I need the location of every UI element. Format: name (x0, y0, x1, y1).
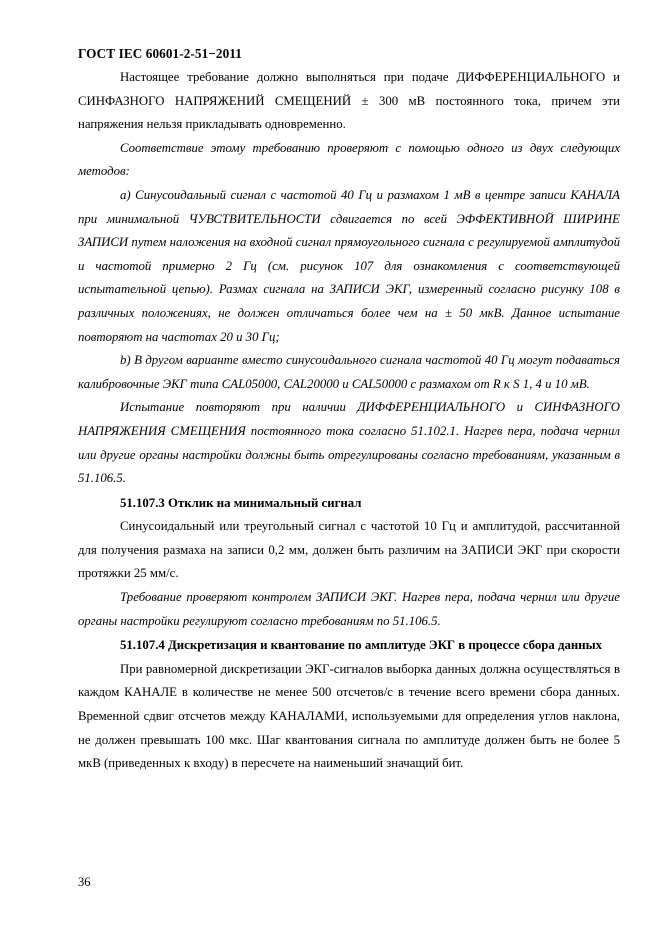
section-heading-51-107-3: 51.107.3 Отклик на минимальный сигнал (120, 495, 362, 510)
document-body (78, 66, 620, 776)
paragraph-sampling: При равномерной дискретизации ЭКГ-сигналов выборка данных должна осуществляться в каждом КАНАЛЕ в количестве не менее 500 отсчетов/с в течение всего времени сбора данных. Временной сдвиг отсчетов между КАНАЛАМИ, используемыми для определения углов наклона, не должен превышать 100 мкс. Шаг квантования сигнала по амплитуде должен быть не более 5 мкВ (приведенных к входу) в пересчете на наименьший значащий бит. (78, 661, 620, 771)
paragraph-minimal-signal-check: Требование проверяют контролем ЗАПИСИ ЭКГ. Нагрев пера, подача чернил или другие органы настройки регулируют согласно требованиям по 51.106.5. (78, 590, 620, 628)
paragraph-compliance-methods: Соответствие этому требованию проверяют с помощью одного из двух следующих методов: (78, 140, 620, 179)
section-heading-51-107-4: 51.107.4 Дискретизация и квантование по амплитуде ЭКГ в процессе сбора данных (120, 638, 603, 653)
page-number: 36 (78, 875, 91, 889)
paragraph-minimal-signal: Синусоидальный или треугольный сигнал с частотой 10 Гц и амплитудой, рассчитанной для получения размаха на записи 0,2 мм, должен быть различим на ЗАПИСИ ЭКГ при скорости протяжки 25 мм/с. (78, 519, 620, 581)
paragraph-method-a: a) Синусоидальный сигнал с частотой 40 Гц и размахом 1 мВ в центре записи КАНАЛА при минимальной ЧУВСТВИТЕЛЬНОСТИ сдвигается по всей ЭФФЕКТИВНОЙ ШИРИНЕ ЗАПИСИ путем наложения на входной сигнал прямоугольного сигнала с регулируемой амплитудой и частотой примерно 2 Гц (см. рисунок 107 для ознакомления с соответствующей испытательной цепью). Размах сигнала на ЗАПИСИ ЭКГ, измеренный согласно рисунку 108 в различных положениях, не должен отличаться более чем на ± 50 мкВ. Данное испытание повторяют на частотах 20 и 30 Гц; (78, 187, 620, 344)
paragraph-repeat-test: Испытание повторяют при наличии ДИФФЕРЕНЦИАЛЬНОГО и СИНФАЗНОГО НАПРЯЖЕНИЯ СМЕЩЕНИЯ постоянного тока согласно 51.102.1. Нагрев пера, подача чернил или другие органы настройки должны быть отрегулированы согласно требованиям, указанным в 51.106.5. (78, 400, 620, 486)
document-header: ГОСТ IEC 60601-2-51−2011 (78, 46, 242, 61)
paragraph-method-b: b) В другом варианте вместо синусоидального сигнала частотой 40 Гц могут подаваться калибровочные ЭКГ типа CAL05000, CAL20000 и CAL50000 с размахом от R к S 1, 4 и 10 мВ. (78, 353, 620, 391)
paragraph-requirement: Настоящее требование должно выполняться при подаче ДИФФЕРЕНЦИАЛЬНОГО и СИНФАЗНОГО НАПРЯЖЕНИЙ СМЕЩЕНИЙ ± 300 мВ постоянного тока, причем эти напряжения нельзя прикладывать одновременно. (78, 70, 620, 132)
